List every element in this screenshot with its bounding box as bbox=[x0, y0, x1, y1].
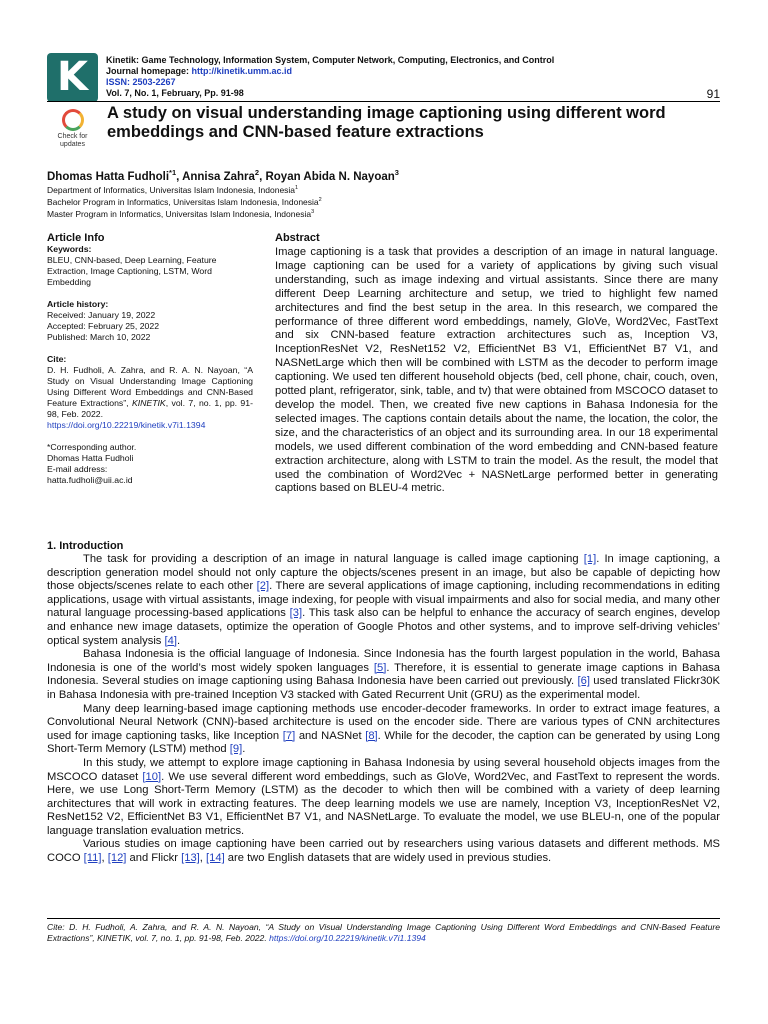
article-info bbox=[47, 233, 253, 486]
paragraph: Many deep learning-based image captioning methods use encoder-decoder frameworks. In order to extract image features, a Convolutional Neural Network (CNN)-based architecture is used on the encoder side. There are various types of CNN architectures used for image captioning tasks, like Inception [7] and NASNet [8]. While for the decoder, the caption can be generated by using Long Short-Term Memory (LSTM) method [9]. bbox=[47, 702, 720, 756]
introduction-body bbox=[47, 553, 720, 866]
journal-homepage bbox=[106, 66, 292, 77]
abstract-heading: Abstract bbox=[275, 232, 320, 244]
citation-link[interactable]: [7] bbox=[282, 729, 296, 742]
keywords-label: Keywords: bbox=[47, 244, 92, 254]
journal-name: Kinetik: Game Technology, Information System, Computer Network, Computing, Electronics, and Control bbox=[106, 55, 555, 65]
email-address[interactable]: hatta.fudholi@uii.ac.id bbox=[47, 475, 133, 485]
article-info-heading: Article Info bbox=[47, 232, 105, 244]
author-2: Annisa Zahra$^2$, bbox=[182, 168, 266, 183]
abstract-text: Image captioning is a task that provides a description of an image in natural language. Image captioning can be used for a variety of applications by giving such visual understanding, such as image indexing and virtual assistants. Since there are many different Deep Learning architecture and setup, we tried to highlight few named architectures and find the best setup in the area. In this research, we compared the performance of three different word embeddings, namely, GloVe, Word2Vec, FastText and six CNN-based feature extraction architectures such as, Inception V3, InceptionResNet V2, ResNet152 V2, EfficientNet B3 V1, EfficientNet B7 V1, and NASNetLarge which then will be combined with LSTM as the decoder to perform image captioning. We used ten different household objects (bed, cell phone, chair, couch, oven, potted plant, refrigerator, sink, table, and tv) that were obtained from MSCOCO dataset to develop the model. Then, we created five new captions in Bahasa Indonesia for the selected images. The captions contain details about the name, the location, the color, the size, and the characteristics of an object and its surrounding area. In our 18 experimental models, we used different combination of the word embedding and CNN-based feature extraction architecture, along with LSTM to train the model. As the result, the model that used the combination of Word2Vec + NASNetLarge performed better in generating captions based on BLEU-4 metric. bbox=[275, 246, 718, 495]
author-list bbox=[47, 168, 399, 183]
accepted-date: Accepted: February 25, 2022 bbox=[47, 321, 160, 331]
affiliation-1: Department of Informatics, Universitas Islam Indonesia, Indonesia$^1$ bbox=[47, 185, 299, 195]
corresponding-label: *Corresponding author. bbox=[47, 442, 137, 452]
cite-doi-link[interactable]: https://doi.org/10.22219/kinetik.v7i1.1394 bbox=[47, 420, 206, 430]
citation-link[interactable]: [5] bbox=[373, 661, 387, 674]
homepage-link[interactable]: http://kinetik.umm.ac.id bbox=[191, 66, 293, 76]
check-for-updates-badge[interactable] bbox=[49, 109, 96, 153]
check-updates-icon bbox=[62, 109, 84, 131]
citation-link[interactable]: [11] bbox=[83, 852, 102, 865]
affiliation-2: Bachelor Program in Informatics, Universitas Islam Indonesia, Indonesia$^2$ bbox=[47, 197, 322, 207]
citation-link[interactable]: [13] bbox=[181, 852, 200, 865]
received-date: Received: January 19, 2022 bbox=[47, 310, 156, 320]
citation-link[interactable]: [6] bbox=[577, 675, 590, 688]
citation-link[interactable]: [2] bbox=[256, 580, 270, 593]
page-number: 91 bbox=[706, 87, 720, 101]
citation-link[interactable]: [4] bbox=[164, 634, 177, 647]
paragraph: Various studies on image captioning have been carried out by researchers using various datasets and different methods. MS COCO [11], [12] and Flickr [13], [14] are two English datasets that are widely used in previous studies. bbox=[47, 838, 720, 865]
header-rule bbox=[47, 101, 720, 102]
affiliation-3: Master Program in Informatics, Universitas Islam Indonesia, Indonesia$^3$ bbox=[47, 209, 315, 219]
history-label: Article history: bbox=[47, 299, 109, 309]
paragraph: The task for providing a description of an image in natural language is called image captioning [1]. In image captioning, a description generation model should not only capture the objects/scenes present in an image, but also be capable of depicting how those objects/scenes relate to each other [2]. There are several applications of image captioning, including recommendations in editing applications, usage with virtual assistants, image indexing, for people with visual impairments and also for social media, and many other natural language processing-based applications [3]. This task also can be helpful to enhance the accuracy of search engines, develop and enhance new image datasets, optimize the operation of Google Photos and other systems, and to improve self-driving vehicles’ optical system analysis [4]. bbox=[47, 553, 721, 647]
journal-logo: K bbox=[47, 53, 98, 102]
paragraph: In this study, we attempt to explore image captioning in Bahasa Indonesia by using several household objects images from the MSCOCO dataset [10]. We use several different word embeddings, such as GloVe, Word2Vec, and FastText to represent the words. Here, we use Long Short-Term Memory (LSTM) as the decoder to which then will be combined with a variety of deep learning architectures that will work in extracting features. The deep learning models we use are namely, Inception V3, InceptionResNet V2, ResNet152 V2, EfficientNet B3 V1, EfficientNet B7 V1, and NASNetLarge. To evaluate the model, we use BLEU-n, one of the popular language translation evaluation metrics. bbox=[47, 756, 720, 837]
introduction-heading: 1. Introduction bbox=[47, 540, 124, 552]
published-date: Published: March 10, 2022 bbox=[47, 332, 151, 342]
badge-label: Check for updates bbox=[57, 133, 88, 148]
footer-doi-link[interactable]: https://doi.org/10.22219/kinetik.v7i1.1394 bbox=[269, 933, 426, 943]
cite-text: D. H. Fudholi, A. Zahra, and R. A. N. Nayoan, “A Study on Visual Understanding Image Captioning Using Different Word Embeddings and CNN-Based Feature Extractions”, KINETIK, vol. 7, no. 1, pp. 91-98, Feb. 2022. bbox=[47, 365, 253, 419]
citation-link[interactable]: [10] bbox=[142, 770, 162, 783]
citation-link[interactable]: [3] bbox=[289, 607, 303, 620]
footer-rule bbox=[47, 918, 720, 919]
citation-link[interactable]: [1] bbox=[583, 553, 597, 565]
footer-citation: Cite: D. H. Fudholi, A. Zahra, and R. A. N. Nayoan, “A Study on Visual Understanding Image Captioning Using Different Word Embeddings and CNN-Based Feature Extractions”, KINETIK, vol. 7, no. 1, pp. 91-98, Feb. 2022. https://doi.org/10.22219/kinetik.v7i1.1394 bbox=[47, 922, 720, 943]
citation-link[interactable]: [8] bbox=[365, 729, 378, 742]
volume-info: Vol. 7, No. 1, February, Pp. 91-98 bbox=[106, 88, 244, 98]
paragraph: Bahasa Indonesia is the official language of Indonesia. Since Indonesia has the fourth largest population in the world, Bahasa Indonesia is one of the world’s most widely spoken languages [5]. Therefore, it is essential to generate image captions in Bahasa Indonesia. Several studies on image captioning using Bahasa Indonesia have been carried out previously. [6] used translated Flickr30K in Bahasa Indonesia with pre-trained Inception V3 stacked with Gated Recurrent Unit (GRU) as the experimental model. bbox=[47, 648, 720, 701]
paper-title: A study on visual understanding image captioning using different word embeddings and CNN-based feature extractions bbox=[107, 104, 666, 141]
citation-link[interactable]: [9] bbox=[229, 743, 243, 756]
corresponding-name: Dhomas Hatta Fudholi bbox=[47, 453, 134, 463]
issn: ISSN: 2503-2267 bbox=[106, 77, 176, 87]
author-1: Dhomas Hatta Fudholi$^{*1}$, bbox=[47, 168, 183, 183]
citation-link[interactable]: [12] bbox=[107, 852, 127, 865]
author-3: Royan Abida N. Nayoan$^3$ bbox=[265, 168, 399, 183]
citation-link[interactable]: [14] bbox=[206, 852, 225, 865]
homepage-label: Journal homepage: bbox=[106, 66, 190, 76]
cite-label: Cite: bbox=[47, 354, 67, 364]
keywords: BLEU, CNN-based, Deep Learning, Feature Extraction, Image Captioning, LSTM, Word Embedding bbox=[47, 255, 217, 287]
email-label: E-mail address: bbox=[47, 464, 108, 474]
